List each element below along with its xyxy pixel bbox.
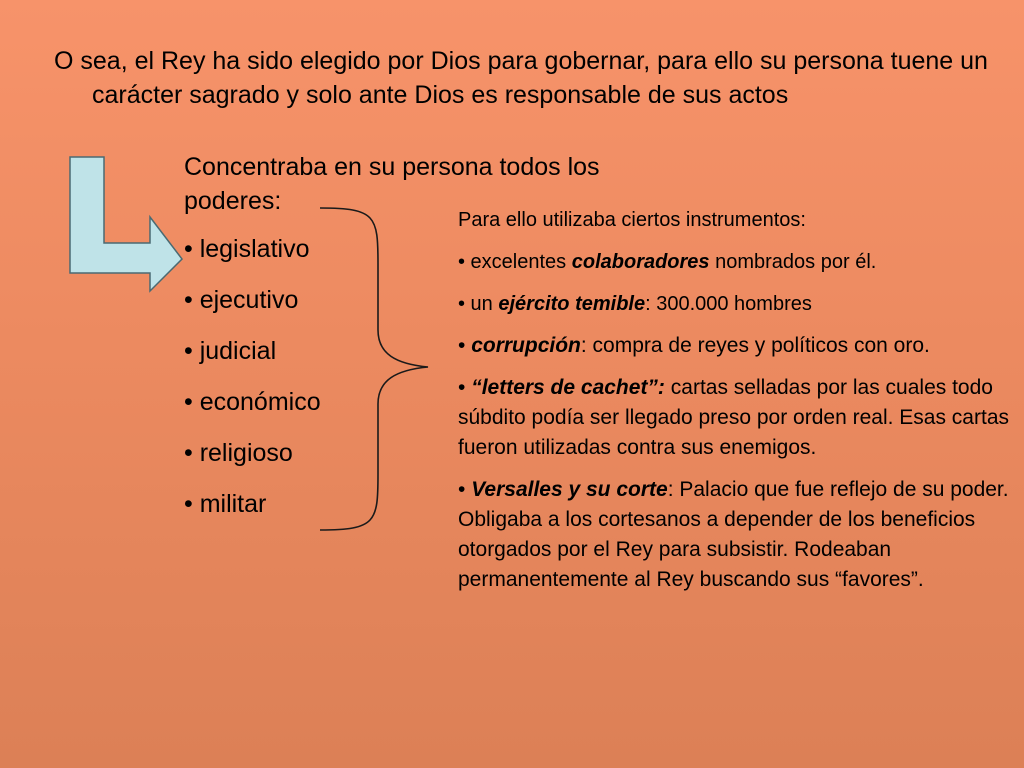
power-item-economico: • económico: [184, 388, 321, 416]
power-item-legislativo: • legislativo: [184, 235, 310, 263]
instrument-item-corrupcion: • corrupción: compra de reyes y políticos con oro.: [458, 334, 930, 357]
curly-brace-icon: [316, 204, 436, 534]
power-item-militar: • militar: [184, 490, 267, 518]
instruments-block: [458, 205, 1014, 607]
instrument-item-versalles: • Versalles y su corte: Palacio que fue reflejo de su poder. Obligaba a los cortesanos a depender de los beneficios otorgados por el Rey para subsistir. Rodeaban permanentemente al Rey buscando sus “favores”.: [458, 478, 1009, 591]
instruments-heading: Para ello utilizaba ciertos instrumentos:: [458, 209, 806, 231]
power-item-religioso: • religioso: [184, 439, 293, 467]
powers-heading: Concentraba en su persona todos los poderes:: [184, 153, 600, 215]
instrument-item-colaboradores: • excelentes colaboradores nombrados por él.: [458, 251, 877, 273]
bent-arrow-icon: [66, 155, 186, 295]
instrument-item-ejercito: • un ejército temible: 300.000 hombres: [458, 293, 812, 315]
instrument-item-letters-de-cachet: • “letters de cachet”: cartas selladas por las cuales todo súbdito podía ser llegado preso por orden real. Esas cartas fueron utilizadas contra sus enemigos.: [458, 376, 1009, 459]
power-item-judicial: • judicial: [184, 337, 277, 365]
power-item-ejecutivo: • ejecutivo: [184, 286, 299, 314]
intro-paragraph: O sea, el Rey ha sido elegido por Dios para gobernar, para ello su persona tuene un carácter sagrado y solo ante Dios es responsable de sus actos: [54, 47, 988, 109]
